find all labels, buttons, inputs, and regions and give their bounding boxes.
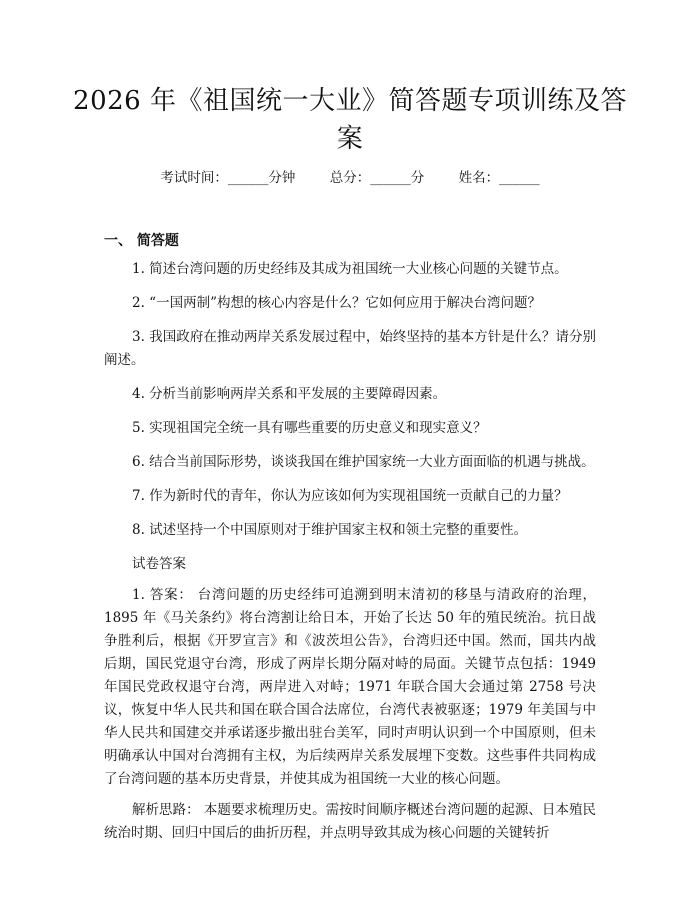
document-title: 2026 年《祖国统一大业》简答题专项训练及答案 bbox=[73, 86, 627, 154]
total-score-blank: ______ bbox=[370, 170, 411, 186]
total-score-unit: 分 bbox=[410, 170, 425, 186]
question-8: 8. 试述坚持一个中国原则对于维护国家主权和领土完整的重要性。 bbox=[132, 522, 528, 538]
exam-time-unit: 分钟 bbox=[268, 170, 296, 186]
question-5: 5. 实现祖国完全统一具有哪些重要的历史意义和现实意义？ bbox=[132, 420, 487, 436]
question-7: 7. 作为新时代的青年，你认为应该如何为实现祖国统一贡献自己的力量？ bbox=[132, 488, 568, 504]
answer-heading: 试卷答案 bbox=[132, 556, 186, 572]
answer-1: 1. 答案： 台湾问题的历史经纬可追溯到明末清初的移垦与清政府的治理，1895 年《马关条约》将台湾割让给日本，开始了长达 50 年的殖民统治。抗日战争胜利后，根据《开罗宣言》和《波茨坦公告》，台湾归还中国。然而，国共内战后期，国民党退守台湾，形成了两岸长期分隔对峙的局面。关键节点包括：1949 年国民党政权退守台湾，两岸进入对峙；1971 年联合国大会通过第 2758 号决议，恢复中华人民共和国在联合国合法席位，台湾代表被驱逐；1979 年美国与中华人民共和国建交并承诺逐步撤出驻台美军，同时声明认识到一个中国原则，但未明确承认中国对台湾拥有主权，为后续两岸关系发展埋下变数。这些事件共同构成了台湾问题的基本历史背景，并使其成为祖国统一大业的核心问题。 bbox=[104, 587, 596, 787]
exam-time-label: 考试时间： bbox=[160, 170, 228, 186]
student-name-blank: ______ bbox=[499, 170, 540, 186]
student-name-label: 姓名： bbox=[458, 170, 500, 186]
total-score-label: 总分： bbox=[329, 170, 371, 186]
question-4: 4. 分析当前影响两岸关系和平发展的主要障碍因素。 bbox=[132, 386, 447, 402]
question-2: 2. “一国两制”构想的核心内容是什么？它如何应用于解决台湾问题？ bbox=[132, 295, 541, 311]
exam-time-blank: ______ bbox=[227, 170, 269, 186]
section-heading: 一、 简答题 bbox=[104, 233, 179, 249]
analysis-1: 解析思路： 本题要求梳理历史。需按时间顺序概述台湾问题的起源、日本殖民统治时期、回归中国后的曲折历程，并点明导致其成为核心问题的关键转折 bbox=[104, 802, 596, 841]
document-body bbox=[104, 258, 596, 853]
question-6: 6. 结合当前国际形势，谈谈我国在维护国家统一大业方面面临的机遇与挑战。 bbox=[132, 454, 595, 470]
question-3: 3. 我国政府在推动两岸关系发展过程中，始终坚持的基本方针是什么？请分别阐述。 bbox=[104, 329, 596, 368]
question-1: 1. 简述台湾问题的历史经纬及其成为祖国统一大业核心问题的关键节点。 bbox=[132, 261, 568, 277]
exam-info-line bbox=[0, 168, 700, 188]
